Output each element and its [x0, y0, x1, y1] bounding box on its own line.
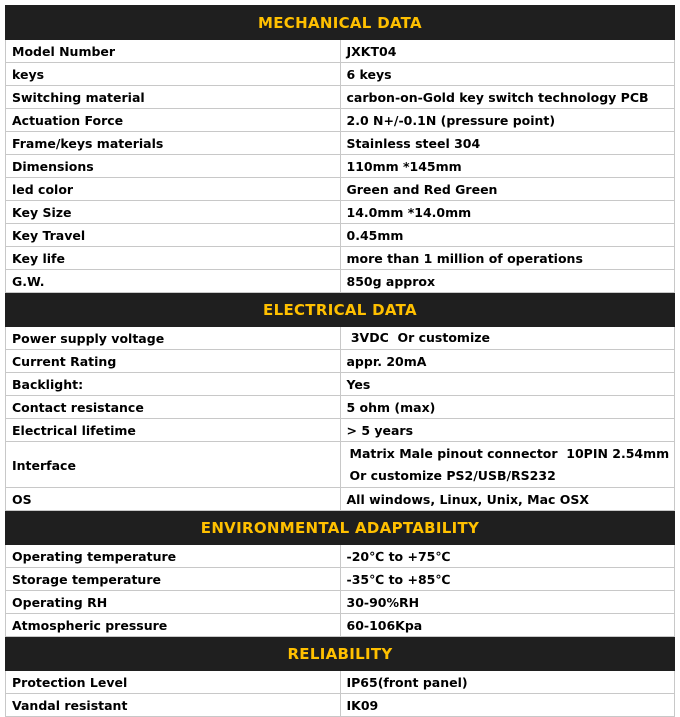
- spec-label: Storage temperature: [6, 568, 341, 591]
- spec-row: [6, 671, 675, 694]
- spec-label: G.W.: [6, 270, 341, 293]
- spec-value: carbon-on-Gold key switch technology PCB: [340, 86, 675, 109]
- spec-label: Actuation Force: [6, 109, 341, 132]
- spec-table: [5, 5, 675, 717]
- spec-value: 60-106Kpa: [340, 614, 675, 637]
- spec-label: Key Size: [6, 201, 341, 224]
- spec-value: 5 ohm (max): [340, 396, 675, 419]
- spec-label: Operating temperature: [6, 545, 341, 568]
- section-header-mechanical: [6, 6, 675, 40]
- spec-row: [6, 132, 675, 155]
- spec-label: Key life: [6, 247, 341, 270]
- spec-label: led color: [6, 178, 341, 201]
- spec-label: Frame/keys materials: [6, 132, 341, 155]
- spec-row: [6, 178, 675, 201]
- spec-value: IK09: [340, 694, 675, 717]
- section-header-environmental: [6, 511, 675, 545]
- spec-value: [340, 327, 675, 350]
- spec-value: JXKT04: [340, 40, 675, 63]
- spec-value: 110mm *145mm: [340, 155, 675, 178]
- spec-label: Atmospheric pressure: [6, 614, 341, 637]
- spec-value: > 5 years: [340, 419, 675, 442]
- spec-label: Contact resistance: [6, 396, 341, 419]
- spec-label: Vandal resistant: [6, 694, 341, 717]
- spec-row: [6, 442, 675, 488]
- spec-value: [340, 442, 675, 488]
- spec-value: appr. 20mA: [340, 350, 675, 373]
- spec-label: Dimensions: [6, 155, 341, 178]
- section-header-electrical: [6, 293, 675, 327]
- spec-label: Protection Level: [6, 671, 341, 694]
- spec-row: [6, 327, 675, 350]
- spec-value: 2.0 N+/-0.1N (pressure point): [340, 109, 675, 132]
- spec-value: 30-90%RH: [340, 591, 675, 614]
- spec-row: [6, 591, 675, 614]
- spec-row: [6, 419, 675, 442]
- spec-value: -20℃ to +75℃: [340, 545, 675, 568]
- spec-row: [6, 109, 675, 132]
- spec-value: 6 keys: [340, 63, 675, 86]
- section-title: ENVIRONMENTAL ADAPTABILITY: [6, 511, 675, 545]
- spec-value: Stainless steel 304: [340, 132, 675, 155]
- spec-value-text: 3VDC Or customize: [346, 330, 490, 345]
- spec-label: Electrical lifetime: [6, 419, 341, 442]
- spec-row: [6, 247, 675, 270]
- spec-row: [6, 694, 675, 717]
- spec-row: [6, 201, 675, 224]
- spec-value: 850g approx: [340, 270, 675, 293]
- spec-row: [6, 86, 675, 109]
- spec-value: All windows, Linux, Unix, Mac OSX: [340, 488, 675, 511]
- spec-row: [6, 155, 675, 178]
- section-header-reliability: [6, 637, 675, 671]
- spec-row: [6, 545, 675, 568]
- spec-label: keys: [6, 63, 341, 86]
- section-title: ELECTRICAL DATA: [6, 293, 675, 327]
- spec-row: [6, 568, 675, 591]
- section-title: RELIABILITY: [6, 637, 675, 671]
- spec-label: Key Travel: [6, 224, 341, 247]
- spec-row: [6, 270, 675, 293]
- spec-row: [6, 350, 675, 373]
- spec-row: [6, 63, 675, 86]
- spec-label: Switching material: [6, 86, 341, 109]
- section-title: MECHANICAL DATA: [6, 6, 675, 40]
- spec-value: more than 1 million of operations: [340, 247, 675, 270]
- spec-label: Model Number: [6, 40, 341, 63]
- spec-value: 14.0mm *14.0mm: [340, 201, 675, 224]
- spec-row: [6, 40, 675, 63]
- spec-value: -35℃ to +85℃: [340, 568, 675, 591]
- spec-value-line: Or customize PS2/USB/RS232: [349, 468, 556, 483]
- spec-row: [6, 614, 675, 637]
- spec-value: Green and Red Green: [340, 178, 675, 201]
- spec-label: Current Rating: [6, 350, 341, 373]
- spec-row: [6, 396, 675, 419]
- spec-value: Yes: [340, 373, 675, 396]
- spec-label: Backlight:: [6, 373, 341, 396]
- spec-label: Power supply voltage: [6, 327, 341, 350]
- spec-value: IP65(front panel): [340, 671, 675, 694]
- spec-label: OS: [6, 488, 341, 511]
- spec-label: Operating RH: [6, 591, 341, 614]
- spec-row: [6, 224, 675, 247]
- spec-value-line: Matrix Male pinout connector 10PIN 2.54mm: [349, 446, 670, 461]
- spec-label: Interface: [6, 442, 341, 488]
- spec-row: [6, 373, 675, 396]
- spec-value: 0.45mm: [340, 224, 675, 247]
- spec-row: [6, 488, 675, 511]
